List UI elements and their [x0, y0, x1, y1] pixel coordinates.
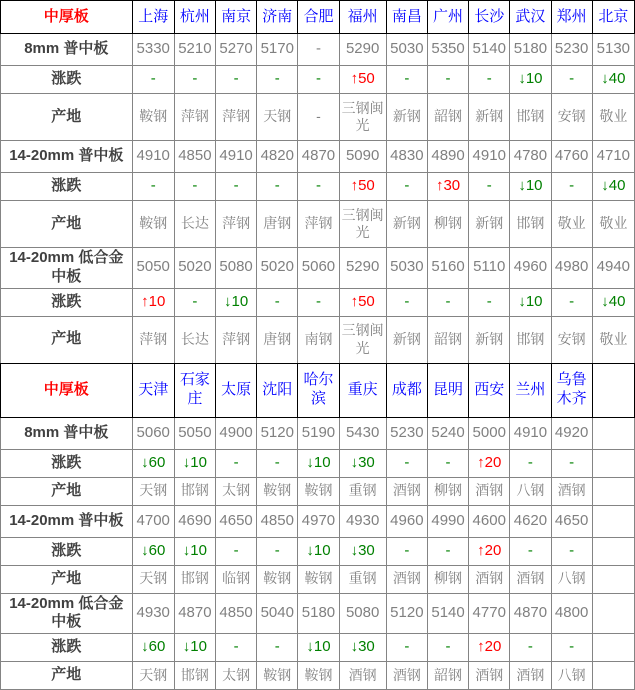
city-cell: 杭州: [174, 1, 215, 34]
change-cell: -: [427, 537, 468, 565]
price-cell: 4930: [339, 505, 386, 537]
price-cell: 5030: [386, 34, 427, 66]
price-cell: 5050: [132, 248, 174, 289]
origin-cell: 敬业: [592, 94, 634, 141]
origin-cell: 萍钢: [174, 94, 215, 141]
origin-cell: 天钢: [132, 565, 174, 593]
price-cell: 4770: [469, 593, 510, 634]
origin-cell: 萍钢: [215, 94, 256, 141]
origin-cell: 天钢: [132, 662, 174, 690]
change-cell: -: [386, 288, 427, 316]
change-cell: -: [427, 634, 468, 662]
price-cell: 4960: [386, 505, 427, 537]
change-cell: -: [298, 173, 339, 201]
row-label: 14-20mm 普中板: [1, 505, 133, 537]
price-cell: 4960: [510, 248, 551, 289]
origin-cell: 敬业: [592, 316, 634, 363]
section-header-row: [1, 363, 635, 417]
price-cell: 4850: [174, 141, 215, 173]
change-row: [1, 66, 635, 94]
origin-cell: 南钢: [298, 316, 339, 363]
change-cell: -: [257, 537, 298, 565]
origin-cell: 三钢闽光: [339, 201, 386, 248]
row-label: 14-20mm 低合金中板: [1, 248, 133, 289]
change-row: [1, 449, 635, 477]
row-label: 涨跌: [1, 449, 133, 477]
change-cell: ↑50: [339, 173, 386, 201]
origin-cell: 萍钢: [132, 316, 174, 363]
change-cell: ↓10: [298, 449, 339, 477]
origin-cell: 酒钢: [469, 477, 510, 505]
price-cell: 4940: [592, 248, 634, 289]
origin-cell: 临钢: [215, 565, 256, 593]
origin-cell: 柳钢: [427, 201, 468, 248]
change-row: [1, 288, 635, 316]
change-cell: ↑50: [339, 66, 386, 94]
origin-cell: 新钢: [386, 201, 427, 248]
origin-cell: 韶钢: [427, 662, 468, 690]
change-cell: -: [174, 173, 215, 201]
change-cell: ↑30: [427, 173, 468, 201]
row-label: 产地: [1, 316, 133, 363]
city-cell: 西安: [469, 363, 510, 417]
origin-cell: 萍钢: [215, 201, 256, 248]
origin-cell: 唐钢: [257, 316, 298, 363]
origin-cell: 鞍钢: [257, 477, 298, 505]
change-cell: ↓10: [510, 288, 551, 316]
change-cell: -: [510, 634, 551, 662]
row-label: 涨跌: [1, 537, 133, 565]
row-label: 8mm 普中板: [1, 34, 133, 66]
city-cell: 南京: [215, 1, 256, 34]
change-cell: -: [386, 173, 427, 201]
change-cell: -: [257, 66, 298, 94]
origin-cell: 三钢闽光: [339, 94, 386, 141]
price-cell: 5060: [298, 248, 339, 289]
change-cell: -: [510, 537, 551, 565]
row-label: 涨跌: [1, 66, 133, 94]
change-cell: -: [551, 66, 592, 94]
change-cell: ↓60: [132, 449, 174, 477]
price-cell: 5040: [257, 593, 298, 634]
origin-cell: 邯钢: [510, 94, 551, 141]
price-cell: 4970: [298, 505, 339, 537]
price-cell: 4910: [469, 141, 510, 173]
city-cell: 昆明: [427, 363, 468, 417]
price-cell: 4870: [298, 141, 339, 173]
row-label: 涨跌: [1, 634, 133, 662]
origin-row: [1, 477, 635, 505]
change-cell: ↓10: [510, 173, 551, 201]
origin-cell: 邯钢: [510, 201, 551, 248]
change-cell: ↓10: [174, 449, 215, 477]
price-cell: 5030: [386, 248, 427, 289]
change-cell: ↑20: [469, 537, 510, 565]
change-cell: -: [551, 288, 592, 316]
change-cell: -: [257, 449, 298, 477]
price-cell: 5140: [469, 34, 510, 66]
empty-cell: [592, 634, 634, 662]
empty-cell: [592, 477, 634, 505]
origin-cell: 安钢: [551, 94, 592, 141]
origin-cell: 酒钢: [386, 565, 427, 593]
price-cell: 4890: [427, 141, 468, 173]
price-cell: 4690: [174, 505, 215, 537]
change-cell: ↑10: [132, 288, 174, 316]
empty-cell: [592, 593, 634, 634]
price-cell: 5130: [592, 34, 634, 66]
origin-cell: 重钢: [339, 477, 386, 505]
change-cell: -: [386, 449, 427, 477]
row-label: 14-20mm 普中板: [1, 141, 133, 173]
origin-cell: 太钢: [215, 662, 256, 690]
change-cell: -: [257, 634, 298, 662]
change-cell: ↓40: [592, 66, 634, 94]
price-cell: 5050: [174, 417, 215, 449]
row-label: 产地: [1, 477, 133, 505]
price-cell: 4910: [510, 417, 551, 449]
origin-cell: 酒钢: [469, 662, 510, 690]
price-cell: 4780: [510, 141, 551, 173]
price-cell: 5230: [551, 34, 592, 66]
city-cell: 沈阳: [257, 363, 298, 417]
origin-cell: 邯钢: [174, 565, 215, 593]
origin-cell: 酒钢: [469, 565, 510, 593]
origin-cell: 邯钢: [510, 316, 551, 363]
city-cell: 合肥: [298, 1, 339, 34]
price-cell: 4650: [551, 505, 592, 537]
change-row: [1, 634, 635, 662]
price-cell: 5190: [298, 417, 339, 449]
origin-cell: 鞍钢: [257, 565, 298, 593]
row-label: 产地: [1, 201, 133, 248]
row-label: 14-20mm 低合金中板: [1, 593, 133, 634]
city-cell: 长沙: [469, 1, 510, 34]
change-cell: ↓10: [174, 634, 215, 662]
price-cell: 5230: [386, 417, 427, 449]
price-row: [1, 248, 635, 289]
origin-cell: 柳钢: [427, 477, 468, 505]
price-cell: 5240: [427, 417, 468, 449]
origin-cell: 酒钢: [510, 662, 551, 690]
change-cell: ↑20: [469, 634, 510, 662]
change-cell: -: [257, 288, 298, 316]
price-cell: 5350: [427, 34, 468, 66]
change-cell: -: [469, 66, 510, 94]
row-label: 产地: [1, 94, 133, 141]
row-label: 涨跌: [1, 173, 133, 201]
price-cell: 4850: [215, 593, 256, 634]
city-cell: 兰州: [510, 363, 551, 417]
price-cell: 4900: [215, 417, 256, 449]
change-cell: -: [551, 634, 592, 662]
origin-cell: 邯钢: [174, 662, 215, 690]
origin-cell: -: [298, 94, 339, 141]
price-cell: 4710: [592, 141, 634, 173]
city-cell: 哈尔滨: [298, 363, 339, 417]
price-cell: 5290: [339, 248, 386, 289]
price-row: [1, 34, 635, 66]
origin-cell: 酒钢: [510, 565, 551, 593]
change-row: [1, 537, 635, 565]
price-cell: 5170: [257, 34, 298, 66]
city-cell: 北京: [592, 1, 634, 34]
origin-cell: 三钢闽光: [339, 316, 386, 363]
price-cell: 5290: [339, 34, 386, 66]
change-cell: ↓40: [592, 288, 634, 316]
origin-cell: 敬业: [551, 201, 592, 248]
steel-price-table-body: [1, 1, 635, 690]
price-cell: 5180: [298, 593, 339, 634]
price-cell: 4850: [257, 505, 298, 537]
origin-cell: 八钢: [551, 662, 592, 690]
city-cell: 成都: [386, 363, 427, 417]
price-cell: 5330: [132, 34, 174, 66]
city-cell: 上海: [132, 1, 174, 34]
change-cell: ↓30: [339, 449, 386, 477]
price-cell: 5020: [174, 248, 215, 289]
empty-cell: [592, 537, 634, 565]
change-cell: -: [215, 66, 256, 94]
change-cell: -: [132, 66, 174, 94]
change-cell: ↓40: [592, 173, 634, 201]
change-cell: -: [174, 66, 215, 94]
price-cell: 5270: [215, 34, 256, 66]
change-cell: -: [215, 634, 256, 662]
change-cell: ↓10: [174, 537, 215, 565]
change-cell: ↓10: [215, 288, 256, 316]
price-cell: 5110: [469, 248, 510, 289]
origin-row: [1, 662, 635, 690]
empty-cell: [592, 363, 634, 417]
change-cell: ↓10: [510, 66, 551, 94]
origin-row: [1, 94, 635, 141]
price-cell: 4920: [551, 417, 592, 449]
change-cell: -: [551, 537, 592, 565]
row-label: 产地: [1, 565, 133, 593]
change-cell: ↓30: [339, 537, 386, 565]
price-cell: 4620: [510, 505, 551, 537]
change-cell: -: [298, 66, 339, 94]
price-cell: 4700: [132, 505, 174, 537]
city-cell: 太原: [215, 363, 256, 417]
city-cell: 南昌: [386, 1, 427, 34]
change-cell: ↑50: [339, 288, 386, 316]
price-cell: 5000: [469, 417, 510, 449]
origin-cell: 新钢: [469, 316, 510, 363]
origin-cell: 八钢: [551, 565, 592, 593]
change-cell: -: [427, 66, 468, 94]
price-cell: 4820: [257, 141, 298, 173]
empty-cell: [592, 662, 634, 690]
change-cell: -: [469, 288, 510, 316]
empty-cell: [592, 417, 634, 449]
price-row: [1, 505, 635, 537]
origin-cell: 柳钢: [427, 565, 468, 593]
price-cell: 5090: [339, 141, 386, 173]
price-cell: 4870: [510, 593, 551, 634]
change-cell: -: [298, 288, 339, 316]
change-cell: ↑20: [469, 449, 510, 477]
origin-cell: 酒钢: [551, 477, 592, 505]
origin-cell: 酒钢: [386, 662, 427, 690]
price-cell: 4930: [132, 593, 174, 634]
origin-cell: 重钢: [339, 565, 386, 593]
city-cell: 重庆: [339, 363, 386, 417]
change-cell: -: [551, 173, 592, 201]
origin-cell: 天钢: [132, 477, 174, 505]
origin-cell: 长达: [174, 201, 215, 248]
origin-cell: 鞍钢: [257, 662, 298, 690]
change-cell: -: [510, 449, 551, 477]
origin-cell: 唐钢: [257, 201, 298, 248]
change-cell: -: [386, 634, 427, 662]
origin-cell: 八钢: [510, 477, 551, 505]
price-cell: 4980: [551, 248, 592, 289]
section-header-row: [1, 1, 635, 34]
change-cell: ↓30: [339, 634, 386, 662]
origin-cell: 鞍钢: [298, 565, 339, 593]
city-cell: 天津: [132, 363, 174, 417]
change-cell: -: [427, 449, 468, 477]
change-cell: -: [386, 537, 427, 565]
price-row: [1, 141, 635, 173]
city-cell: 郑州: [551, 1, 592, 34]
price-cell: 4650: [215, 505, 256, 537]
empty-cell: [592, 565, 634, 593]
origin-cell: 敬业: [592, 201, 634, 248]
price-cell: 4600: [469, 505, 510, 537]
origin-cell: 酒钢: [386, 477, 427, 505]
change-cell: -: [386, 66, 427, 94]
origin-cell: 萍钢: [298, 201, 339, 248]
change-cell: -: [215, 537, 256, 565]
origin-cell: 鞍钢: [298, 477, 339, 505]
price-cell: 5060: [132, 417, 174, 449]
price-cell: 5160: [427, 248, 468, 289]
origin-cell: 鞍钢: [132, 201, 174, 248]
change-cell: -: [469, 173, 510, 201]
row-label: 8mm 普中板: [1, 417, 133, 449]
price-cell: -: [298, 34, 339, 66]
price-cell: 4760: [551, 141, 592, 173]
city-cell: 石家庄: [174, 363, 215, 417]
price-cell: 5020: [257, 248, 298, 289]
price-cell: 4910: [132, 141, 174, 173]
origin-cell: 萍钢: [215, 316, 256, 363]
price-cell: 4800: [551, 593, 592, 634]
origin-row: [1, 201, 635, 248]
change-cell: -: [257, 173, 298, 201]
origin-cell: 韶钢: [427, 316, 468, 363]
price-cell: 5180: [510, 34, 551, 66]
price-cell: 4910: [215, 141, 256, 173]
change-cell: -: [215, 449, 256, 477]
origin-cell: 新钢: [469, 94, 510, 141]
price-cell: 4830: [386, 141, 427, 173]
price-cell: 5210: [174, 34, 215, 66]
origin-cell: 邯钢: [174, 477, 215, 505]
city-cell: 乌鲁木齐: [551, 363, 592, 417]
price-cell: 4990: [427, 505, 468, 537]
change-row: [1, 173, 635, 201]
city-cell: 济南: [257, 1, 298, 34]
price-cell: 4870: [174, 593, 215, 634]
row-label: 涨跌: [1, 288, 133, 316]
change-cell: -: [551, 449, 592, 477]
origin-cell: 鞍钢: [298, 662, 339, 690]
price-cell: 5140: [427, 593, 468, 634]
change-cell: ↓10: [298, 634, 339, 662]
change-cell: ↓10: [298, 537, 339, 565]
origin-cell: 韶钢: [427, 94, 468, 141]
origin-cell: 太钢: [215, 477, 256, 505]
change-cell: -: [174, 288, 215, 316]
price-cell: 5120: [257, 417, 298, 449]
change-cell: -: [215, 173, 256, 201]
change-cell: ↓60: [132, 537, 174, 565]
origin-cell: 新钢: [469, 201, 510, 248]
change-cell: ↓60: [132, 634, 174, 662]
section-title: 中厚板: [1, 363, 133, 417]
origin-row: [1, 316, 635, 363]
price-cell: 5080: [339, 593, 386, 634]
section-title: 中厚板: [1, 1, 133, 34]
empty-cell: [592, 505, 634, 537]
city-cell: 福州: [339, 1, 386, 34]
origin-cell: 新钢: [386, 316, 427, 363]
origin-row: [1, 565, 635, 593]
price-cell: 5120: [386, 593, 427, 634]
origin-cell: 天钢: [257, 94, 298, 141]
row-label: 产地: [1, 662, 133, 690]
change-cell: -: [132, 173, 174, 201]
price-row: [1, 593, 635, 634]
origin-cell: 酒钢: [339, 662, 386, 690]
city-cell: 广州: [427, 1, 468, 34]
price-cell: 5430: [339, 417, 386, 449]
origin-cell: 鞍钢: [132, 94, 174, 141]
empty-cell: [592, 449, 634, 477]
origin-cell: 安钢: [551, 316, 592, 363]
price-cell: 5080: [215, 248, 256, 289]
price-row: [1, 417, 635, 449]
change-cell: -: [427, 288, 468, 316]
origin-cell: 新钢: [386, 94, 427, 141]
city-cell: 武汉: [510, 1, 551, 34]
origin-cell: 长达: [174, 316, 215, 363]
